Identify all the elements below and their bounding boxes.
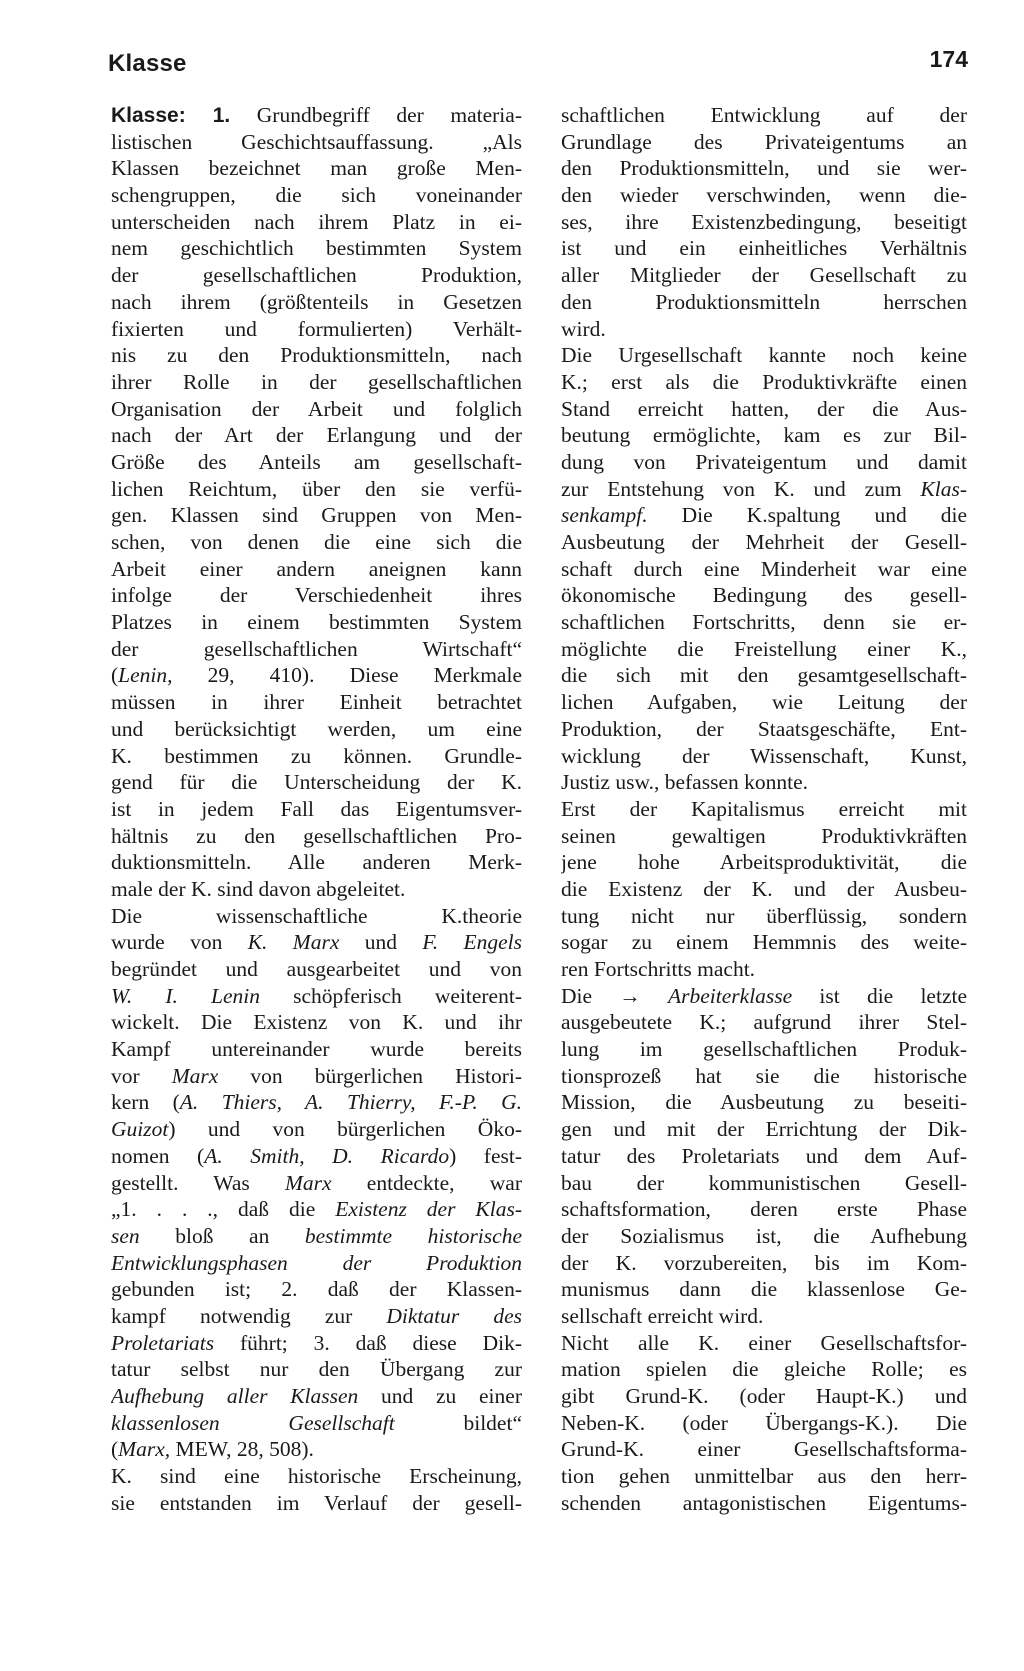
- italic-text: Arbeiterklasse: [668, 983, 793, 1008]
- text-segment: lichen Reichtum, über den sie verfü-: [111, 476, 522, 501]
- text-line: [561, 1463, 967, 1490]
- text-segment: und: [339, 930, 423, 955]
- text-line: [111, 1463, 522, 1490]
- text-segment: listischen Geschichtsauffassung. „Als: [111, 129, 522, 154]
- text-line: [111, 155, 522, 182]
- text-segment: K. bestimmen zu können. Grundle-: [111, 743, 522, 768]
- text-segment: bau der kommunistischen Gesell-: [561, 1170, 967, 1195]
- italic-text: Lenin,: [118, 663, 173, 688]
- text-segment: ist die letzte: [792, 983, 967, 1008]
- text-segment: zur Entstehung von K. und zum: [561, 476, 921, 501]
- entry-headword: Klasse: 1.: [111, 104, 231, 127]
- text-segment: Grund-K. einer Gesellschaftsforma-: [561, 1437, 967, 1462]
- text-line: [561, 182, 967, 209]
- text-segment: Erst der Kapitalismus erreicht mit: [561, 796, 967, 821]
- text-segment: nach ihrem (größtenteils in Gesetzen: [111, 289, 522, 314]
- text-line: [561, 849, 967, 876]
- text-segment: Größe des Anteils am gesellschaft-: [111, 449, 522, 474]
- text-line: [561, 316, 967, 343]
- text-line: [111, 449, 522, 476]
- text-line: [561, 769, 967, 796]
- text-segment: duktionsmitteln. Alle anderen Merk-: [111, 850, 522, 875]
- text-line: [561, 102, 967, 129]
- text-line: [111, 1009, 522, 1036]
- text-line: [561, 1436, 967, 1463]
- text-segment: tatur des Proletariats und dem Auf-: [561, 1143, 967, 1168]
- text-line: [561, 476, 967, 503]
- text-line: [111, 1196, 522, 1223]
- text-segment: der gesellschaftlichen Wirtschaft“: [111, 636, 522, 661]
- text-segment: tionsprozeß hat sie die historische: [561, 1063, 967, 1088]
- text-segment: von bürgerlichen Histori-: [218, 1063, 522, 1088]
- text-line: [561, 743, 967, 770]
- text-line: [111, 556, 522, 583]
- italic-text: Marx,: [118, 1437, 171, 1462]
- text-segment: Grundlage des Privateigentums an: [561, 129, 967, 154]
- text-segment: den Produktionsmitteln, und sie wer-: [561, 156, 967, 181]
- text-segment: Arbeit einer andern aneignen kann: [111, 556, 522, 581]
- text-line: [561, 556, 967, 583]
- text-segment: wird.: [561, 316, 606, 341]
- text-line: [111, 262, 522, 289]
- text-segment: schaftsformation, deren erste Phase: [561, 1197, 967, 1222]
- text-segment: Klassen bezeichnet man große Men-: [111, 156, 522, 181]
- text-line: [561, 689, 967, 716]
- text-segment: Die →: [561, 983, 668, 1008]
- text-segment: seinen gewaltigen Produktivkräften: [561, 823, 967, 848]
- text-line: [561, 823, 967, 850]
- text-line: [111, 1276, 522, 1303]
- italic-text: K. Marx: [247, 930, 340, 955]
- text-line: [111, 1116, 522, 1143]
- text-segment: entdeckte, war: [331, 1170, 522, 1195]
- text-line: [111, 1089, 522, 1116]
- text-line: [111, 636, 522, 663]
- text-segment: nem geschichtlich bestimmten System: [111, 236, 522, 261]
- text-line: [561, 1330, 967, 1357]
- text-line: [561, 369, 967, 396]
- text-segment: kern (: [111, 1090, 180, 1115]
- italic-text: Existenz der Klas-: [335, 1197, 522, 1222]
- text-segment: wickelt. Die Existenz von K. und ihr: [111, 1010, 522, 1035]
- text-segment: wurde von: [111, 930, 248, 955]
- text-line: [561, 1036, 967, 1063]
- text-line: [111, 1036, 522, 1063]
- text-segment: schaftlichen Entwicklung auf der: [561, 103, 967, 127]
- text-line: [561, 582, 967, 609]
- italic-text: Aufhebung aller Klassen: [111, 1384, 359, 1408]
- text-segment: ist und ein einheitliches Verhältnis: [561, 236, 967, 261]
- text-line: [111, 929, 522, 956]
- text-segment: unterscheiden nach ihrem Platz in ei-: [111, 209, 522, 234]
- text-line: [111, 1170, 522, 1197]
- text-segment: munismus dann die klassenlose Ge-: [561, 1277, 967, 1302]
- text-segment: ihrer Rolle in der gesellschaftlichen: [111, 369, 522, 394]
- text-segment: (: [111, 1437, 119, 1462]
- text-segment: (: [111, 663, 119, 688]
- text-line: [561, 1490, 967, 1517]
- text-line: [111, 102, 522, 129]
- page-header: [108, 46, 968, 90]
- text-line: [561, 1196, 967, 1223]
- text-segment: bildet“: [394, 1410, 522, 1435]
- text-line: [111, 1383, 522, 1410]
- text-line: [561, 262, 967, 289]
- text-segment: gend für die Unterscheidung der K.: [111, 770, 522, 795]
- text-segment: ses, ihre Existenzbedingung, beseitigt: [561, 209, 967, 234]
- text-segment: ) fest-: [449, 1143, 522, 1168]
- text-line: [561, 1063, 967, 1090]
- text-segment: Nicht alle K. einer Gesellschaftsfor-: [561, 1330, 967, 1355]
- text-segment: ökonomische Bedingung des gesell-: [561, 583, 967, 608]
- text-segment: Platzes in einem bestimmten System: [111, 610, 522, 635]
- italic-text: Diktatur des: [386, 1303, 522, 1328]
- text-segment: male der K. sind davon abgeleitet.: [111, 876, 406, 901]
- text-segment: ren Fortschritts macht.: [561, 957, 756, 981]
- text-line: [561, 502, 967, 529]
- italic-text: Klas-: [920, 476, 967, 501]
- text-segment: jene hohe Arbeitsproduktivität, die: [561, 850, 967, 875]
- text-segment: wicklung der Wissenschaft, Kunst,: [561, 743, 967, 768]
- text-line: [111, 823, 522, 850]
- text-line: [561, 983, 967, 1010]
- text-segment: lung im gesellschaftlichen Produk-: [561, 1037, 967, 1062]
- text-segment: begründet und ausgearbeitet und von: [111, 957, 522, 981]
- text-line: [561, 903, 967, 930]
- text-segment: schenden antagonistischen Eigentums-: [561, 1490, 967, 1515]
- text-line: [561, 396, 967, 423]
- text-segment: aller Mitglieder der Gesellschaft zu: [561, 263, 967, 288]
- text-line: [561, 1223, 967, 1250]
- text-segment: Neben-K. (oder Übergangs-K.). Die: [561, 1410, 967, 1435]
- text-line: [111, 662, 522, 689]
- text-line: [561, 1250, 967, 1277]
- text-line: [561, 1383, 967, 1410]
- text-line: [111, 983, 522, 1010]
- text-line: [111, 182, 522, 209]
- text-segment: Grundbegriff der materia-: [230, 103, 522, 127]
- text-line: [561, 929, 967, 956]
- text-segment: der Sozialismus ist, die Aufhebung: [561, 1223, 967, 1248]
- text-segment: MEW, 28, 508).: [170, 1437, 314, 1462]
- text-line: [561, 129, 967, 156]
- text-line: [561, 1276, 967, 1303]
- text-line: [561, 636, 967, 663]
- text-segment: die Existenz der K. und der Ausbeu-: [561, 876, 967, 901]
- text-line: [111, 1303, 522, 1330]
- text-segment: schöpferisch weiterent-: [260, 983, 522, 1008]
- text-line: [111, 342, 522, 369]
- text-line: [111, 796, 522, 823]
- text-line: [561, 155, 967, 182]
- text-segment: kampf notwendig zur: [111, 1303, 387, 1328]
- text-segment: 29, 410). Diese Merkmale: [172, 663, 522, 688]
- text-line: [111, 235, 522, 262]
- text-line: [561, 1009, 967, 1036]
- text-line: [111, 743, 522, 770]
- italic-text: Entwicklungsphasen der Produktion: [111, 1250, 522, 1275]
- text-line: [111, 316, 522, 343]
- text-segment: Stand erreicht hatten, der die Aus-: [561, 396, 967, 421]
- text-line: [561, 716, 967, 743]
- text-line: [561, 529, 967, 556]
- text-segment: nis zu den Produktionsmitteln, nach: [111, 343, 522, 368]
- text-segment: sie entstanden im Verlauf der gesell-: [111, 1490, 522, 1515]
- text-line: [111, 1330, 522, 1357]
- text-line: [561, 342, 967, 369]
- text-segment: K. sind eine historische Erscheinung,: [111, 1464, 522, 1489]
- text-line: [111, 1063, 522, 1090]
- running-head: Klasse: [108, 50, 187, 77]
- italic-text: klassenlosen Gesellschaft: [111, 1410, 395, 1435]
- text-line: [111, 609, 522, 636]
- text-segment: den wieder verschwinden, wenn die-: [561, 183, 967, 208]
- text-line: [111, 903, 522, 930]
- text-segment: und berücksichtigt werden, um eine: [111, 716, 522, 741]
- text-segment: Die wissenschaftliche K.theorie: [111, 903, 522, 928]
- text-segment: beutung ermöglichte, kam es zur Bil-: [561, 423, 967, 448]
- text-line: [561, 1170, 967, 1197]
- left-column: [111, 102, 522, 1516]
- text-segment: gen. Klassen sind Gruppen von Men-: [111, 503, 522, 528]
- text-line: [561, 1356, 967, 1383]
- text-segment: die sich mit den gesamtgesellschaft-: [561, 663, 967, 688]
- text-line: [561, 422, 967, 449]
- text-line: [561, 956, 967, 983]
- text-segment: möglichte die Freistellung einer K.,: [561, 636, 967, 661]
- text-segment: sellschaft erreicht wird.: [561, 1303, 764, 1328]
- text-line: [111, 289, 522, 316]
- text-line: [111, 209, 522, 236]
- text-segment: tung nicht nur überflüssig, sondern: [561, 903, 967, 928]
- text-segment: ist in jedem Fall das Eigentumsver-: [111, 796, 522, 821]
- text-segment: gestellt. Was: [111, 1170, 285, 1195]
- text-line: [561, 1410, 967, 1437]
- text-segment: gibt Grund-K. (oder Haupt-K.) und: [561, 1384, 967, 1408]
- text-segment: ) und von bürgerlichen Öko-: [168, 1117, 522, 1142]
- text-segment: schaft durch eine Minderheit war eine: [561, 556, 967, 581]
- text-line: [111, 1356, 522, 1383]
- right-column: [561, 102, 967, 1516]
- text-segment: bloß an: [139, 1223, 305, 1248]
- text-line: [561, 796, 967, 823]
- italic-text: Marx: [171, 1063, 219, 1088]
- text-line: [561, 1089, 967, 1116]
- text-segment: lichen Aufgaben, wie Leitung der: [561, 690, 967, 715]
- text-segment: schen, von denen die eine sich die: [111, 530, 522, 554]
- text-line: [561, 662, 967, 689]
- text-segment: und zu einer: [358, 1384, 522, 1408]
- text-segment: fixierten und formulierten) Verhält-: [111, 316, 522, 341]
- text-line: [111, 849, 522, 876]
- italic-text: Proletariats: [111, 1330, 215, 1355]
- text-segment: der gesellschaftlichen Produktion,: [111, 263, 522, 288]
- text-segment: tatur selbst nur den Übergang zur: [111, 1357, 522, 1382]
- text-segment: Ausbeutung der Mehrheit der Gesell-: [561, 530, 967, 554]
- text-line: [111, 1223, 522, 1250]
- text-line: [111, 1490, 522, 1517]
- text-line: [111, 369, 522, 396]
- italic-text: F. Engels: [422, 930, 522, 955]
- text-segment: Die Urgesellschaft kannte noch keine: [561, 343, 967, 368]
- text-segment: vor: [111, 1063, 172, 1088]
- text-line: [561, 289, 967, 316]
- text-segment: Produktion, der Staatsgeschäfte, Ent-: [561, 716, 967, 741]
- text-line: [111, 956, 522, 983]
- italic-text: Guizot: [111, 1117, 169, 1142]
- text-segment: schengruppen, die sich voneinander: [111, 183, 522, 208]
- text-segment: nomen (: [111, 1143, 205, 1168]
- text-segment: hältnis zu den gesellschaftlichen Pro-: [111, 823, 522, 848]
- text-segment: Kampf untereinander wurde bereits: [111, 1037, 522, 1062]
- page-number: 174: [929, 46, 968, 72]
- text-line: [111, 476, 522, 503]
- text-segment: tion gehen unmittelbar aus den herr-: [561, 1464, 967, 1489]
- text-line: [561, 209, 967, 236]
- text-line: [111, 1250, 522, 1277]
- text-line: [111, 422, 522, 449]
- text-segment: den Produktionsmitteln herrschen: [561, 289, 967, 314]
- text-segment: Mission, die Ausbeutung zu beseiti-: [561, 1090, 967, 1115]
- text-line: [111, 396, 522, 423]
- text-line: [111, 502, 522, 529]
- text-segment: „1. . . ., daß die: [111, 1197, 336, 1222]
- italic-text: sen: [111, 1223, 140, 1248]
- text-line: [111, 769, 522, 796]
- text-line: [111, 689, 522, 716]
- italic-text: A. Thiers, A. Thierry, F.-P. G.: [179, 1090, 522, 1115]
- text-line: [111, 129, 522, 156]
- text-segment: mation spielen die gleiche Rolle; es: [561, 1357, 967, 1382]
- text-line: [111, 1143, 522, 1170]
- text-line: [111, 1436, 522, 1463]
- text-segment: sogar zu einem Hemmnis des weite-: [561, 930, 967, 955]
- text-segment: nach der Art der Erlangung und der: [111, 423, 522, 448]
- italic-text: senkampf.: [561, 503, 648, 528]
- text-line: [561, 876, 967, 903]
- italic-text: W. I. Lenin: [111, 983, 260, 1008]
- text-line: [561, 1303, 967, 1330]
- text-segment: gen und mit der Errichtung der Dik-: [561, 1117, 967, 1142]
- text-line: [561, 609, 967, 636]
- italic-text: A. Smith, D. Ricardo: [204, 1143, 450, 1168]
- text-segment: infolge der Verschiedenheit ihres: [111, 583, 522, 608]
- text-line: [561, 1116, 967, 1143]
- text-segment: dung von Privateigentum und damit: [561, 449, 967, 474]
- text-segment: gebunden ist; 2. daß der Klassen-: [111, 1277, 522, 1302]
- text-segment: führt; 3. daß diese Dik-: [214, 1330, 522, 1355]
- text-segment: müssen in ihrer Einheit betrachtet: [111, 690, 522, 715]
- text-segment: Die K.spaltung und die: [647, 503, 967, 528]
- text-line: [111, 1410, 522, 1437]
- text-line: [111, 876, 522, 903]
- text-line: [561, 449, 967, 476]
- text-segment: K.; erst als die Produktivkräfte einen: [561, 369, 967, 394]
- text-line: [111, 529, 522, 556]
- text-line: [561, 235, 967, 262]
- text-line: [111, 582, 522, 609]
- italic-text: Marx: [285, 1170, 332, 1195]
- text-segment: ausgebeutete K.; aufgrund ihrer Stel-: [561, 1010, 967, 1035]
- text-line: [561, 1143, 967, 1170]
- text-line: [111, 716, 522, 743]
- text-segment: Justiz usw., befassen konnte.: [561, 770, 809, 795]
- text-segment: schaftlichen Fortschritts, denn sie er-: [561, 610, 967, 635]
- text-segment: der K. vorzubereiten, bis im Kom-: [561, 1250, 967, 1275]
- italic-text: bestimmte historische: [304, 1223, 522, 1248]
- text-segment: Organisation der Arbeit und folglich: [111, 396, 522, 421]
